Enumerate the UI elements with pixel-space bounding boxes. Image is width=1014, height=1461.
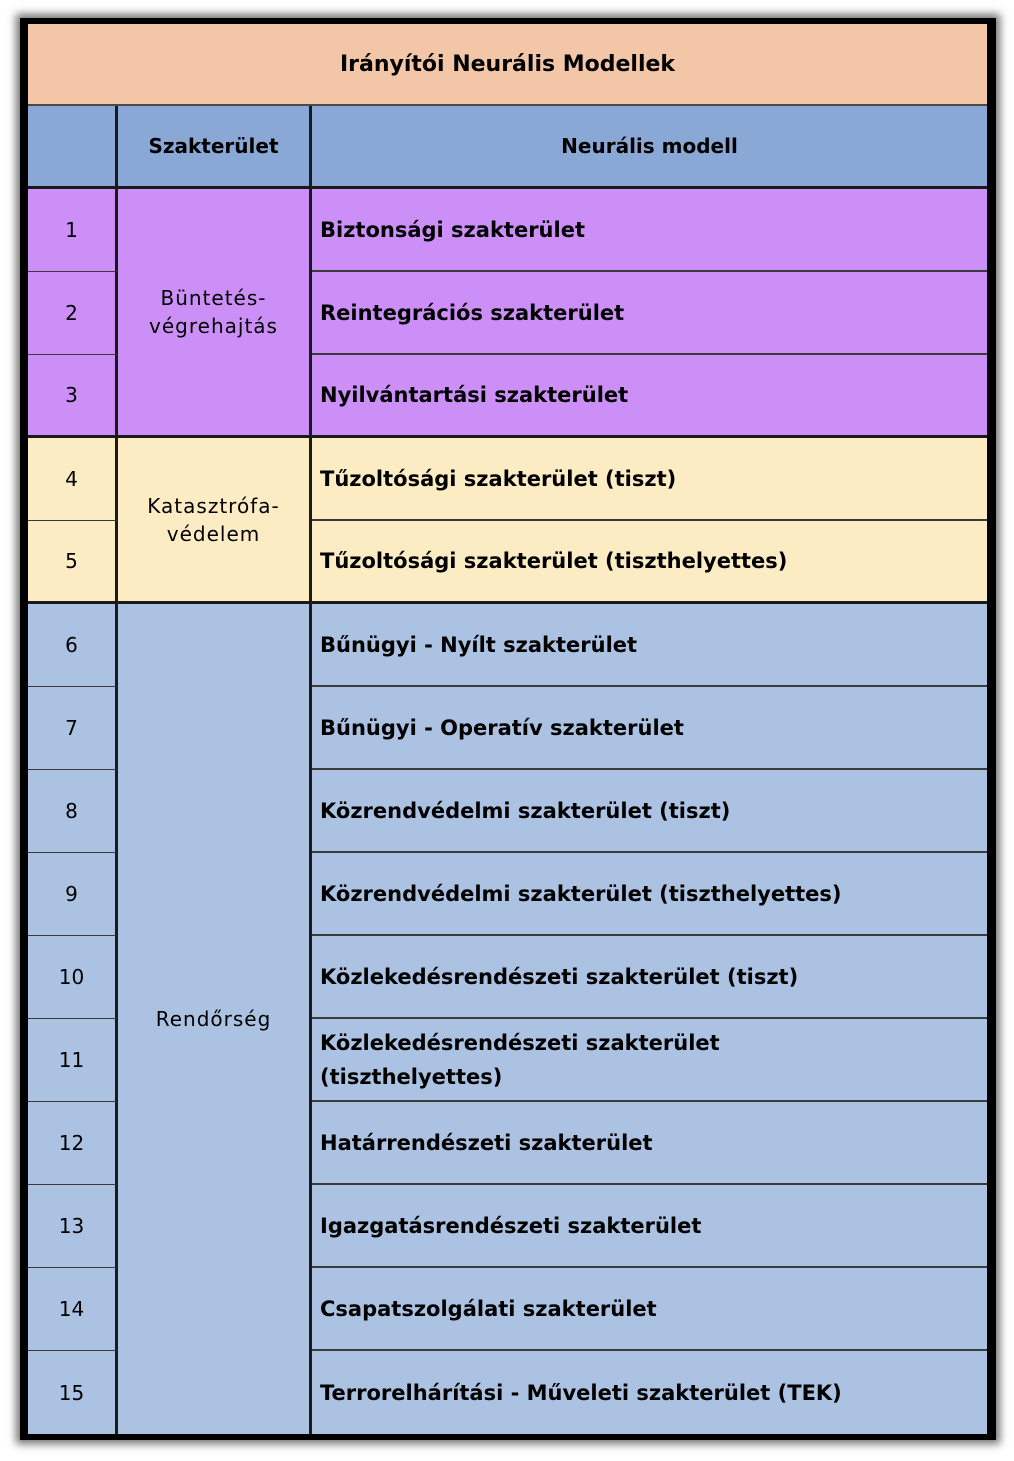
header-model: Neurális modell [312,106,987,189]
row-model: Bűnügyi - Nyílt szakterület [312,604,987,687]
row-number: 6 [28,604,118,687]
row-model: Közrendvédelmi szakterület (tiszt) [312,770,987,853]
row-number: 10 [28,936,118,1019]
group-label-katasztrofa: Katasztrófa- védelem [118,438,312,604]
row-model: Reintegrációs szakterület [312,272,987,355]
row-number: 13 [28,1185,118,1268]
row-model: Igazgatásrendészeti szakterület [312,1185,987,1268]
row-model: Bűnügyi - Operatív szakterület [312,687,987,770]
row-model: Közlekedésrendészeti szakterület (tiszthelyettes) [312,1019,987,1102]
header-field: Szakterület [118,106,312,189]
row-model: Terrorelhárítási - Műveleti szakterület (TEK) [312,1351,987,1434]
row-number: 14 [28,1268,118,1351]
row-model: Csapatszolgálati szakterület [312,1268,987,1351]
row-model: Közrendvédelmi szakterület (tiszthelyettes) [312,853,987,936]
row-number: 11 [28,1019,118,1102]
row-model: Biztonsági szakterület [312,189,987,272]
table-title: Irányítói Neurális Modellek [28,24,987,106]
row-model: Határrendészeti szakterület [312,1102,987,1185]
row-number: 4 [28,438,118,521]
row-number: 8 [28,770,118,853]
row-model: Közlekedésrendészeti szakterület (tiszt) [312,936,987,1019]
group-label-buntetes: Büntetés- végrehajtás [118,189,312,438]
models-table [28,24,987,1434]
row-number: 1 [28,189,118,272]
row-number: 7 [28,687,118,770]
row-model: Tűzoltósági szakterület (tiszthelyettes) [312,521,987,604]
row-number: 12 [28,1102,118,1185]
row-number: 5 [28,521,118,604]
row-number: 3 [28,355,118,438]
row-model: Nyilvántartási szakterület [312,355,987,438]
row-model: Tűzoltósági szakterület (tiszt) [312,438,987,521]
group-label-rendorseg: Rendőrség [118,604,312,1434]
row-number: 9 [28,853,118,936]
header-number [28,106,118,189]
row-number: 15 [28,1351,118,1434]
row-number: 2 [28,272,118,355]
